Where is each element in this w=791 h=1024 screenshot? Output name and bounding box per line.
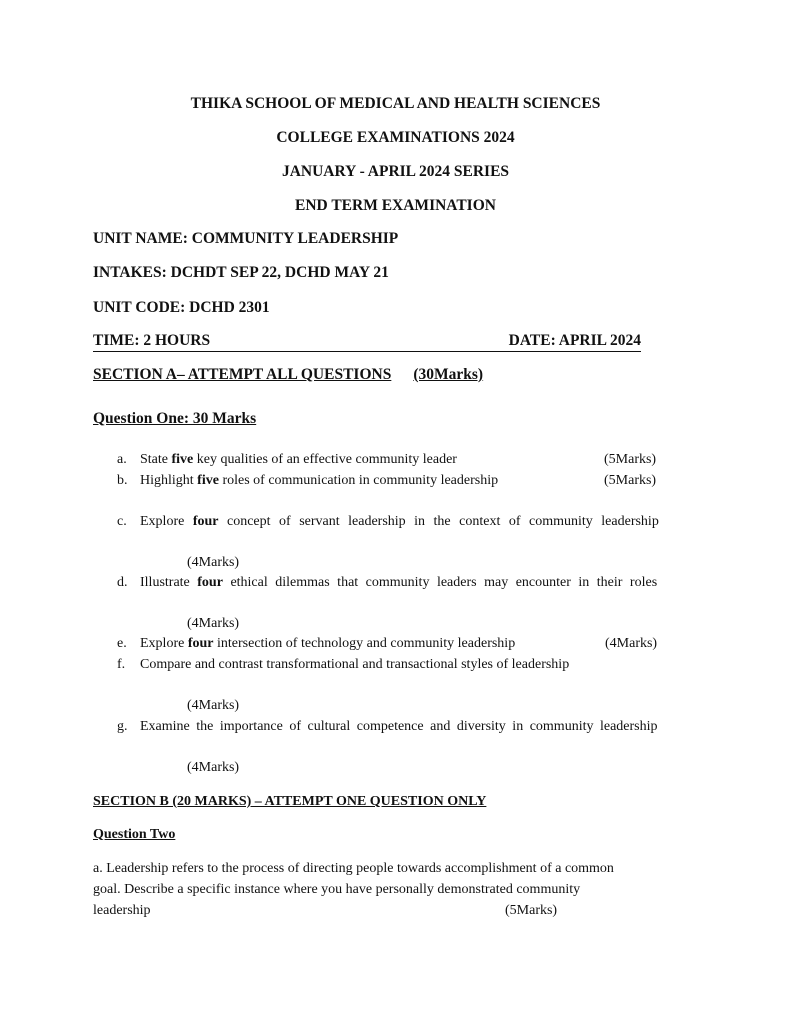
question-two-a-line3: leadership — [93, 903, 151, 918]
item-label: f. — [117, 657, 126, 672]
item-label: g. — [117, 719, 128, 734]
school-name: THIKA SCHOOL OF MEDICAL AND HEALTH SCIENCES — [190, 95, 601, 112]
item-text: Highlight five roles of communication in community leadership — [140, 473, 499, 488]
section-a-marks: (30Marks) — [413, 366, 484, 383]
item-label: a. — [117, 452, 127, 467]
question-two-a-line1: a. Leadership refers to the process of directing people towards accomplishment of a common — [93, 861, 614, 876]
item-marks: (5Marks) — [604, 452, 657, 467]
item-text: Explore four intersection of technology and community leadership — [140, 636, 516, 651]
exam-series: JANUARY - APRIL 2024 SERIES — [281, 163, 510, 180]
exam-type: END TERM EXAMINATION — [295, 197, 496, 214]
item-marks: (4Marks) — [605, 636, 658, 651]
question-two-a-marks: (5Marks) — [505, 903, 558, 918]
unit-name: UNIT NAME: COMMUNITY LEADERSHIP — [93, 230, 399, 247]
item-text: Illustrate four ethical dilemmas that community leaders may encounter in their roles — [140, 575, 658, 590]
item-text: Explore four concept of servant leadership in the context of community leadership — [140, 514, 659, 529]
exam-date: DATE: APRIL 2024 — [508, 332, 641, 349]
item-text: State five key qualities of an effective community leader — [140, 452, 457, 467]
section-b-title: SECTION B (20 MARKS) – ATTEMPT ONE QUESTION ONLY — [93, 794, 487, 809]
item-marks: (5Marks) — [604, 473, 657, 488]
item-text: Compare and contrast transformational and transactional styles of leadership — [140, 657, 570, 672]
exam-time: TIME: 2 HOURS — [93, 332, 211, 349]
item-label: c. — [117, 514, 127, 529]
question-one-title: Question One: 30 Marks — [93, 410, 257, 427]
exam-title: COLLEGE EXAMINATIONS 2024 — [276, 129, 515, 146]
item-label: b. — [117, 473, 128, 488]
item-label: e. — [117, 636, 127, 651]
question-two-title: Question Two — [93, 827, 176, 842]
unit-code: UNIT CODE: DCHD 2301 — [93, 299, 270, 316]
item-marks: (4Marks) — [187, 698, 240, 713]
question-two-a-line2: goal. Describe a specific instance where you have personally demonstrated community — [93, 882, 581, 897]
item-marks: (4Marks) — [187, 760, 240, 775]
item-marks: (4Marks) — [187, 555, 240, 570]
item-text: Examine the importance of cultural competence and diversity in community leadership — [140, 719, 658, 734]
section-a-heading — [93, 366, 483, 384]
time-date-row — [93, 332, 641, 352]
intakes: INTAKES: DCHDT SEP 22, DCHD MAY 21 — [93, 264, 389, 281]
item-marks: (4Marks) — [187, 616, 240, 631]
item-label: d. — [117, 575, 128, 590]
section-a-title: SECTION A– ATTEMPT ALL QUESTIONS — [93, 366, 392, 383]
